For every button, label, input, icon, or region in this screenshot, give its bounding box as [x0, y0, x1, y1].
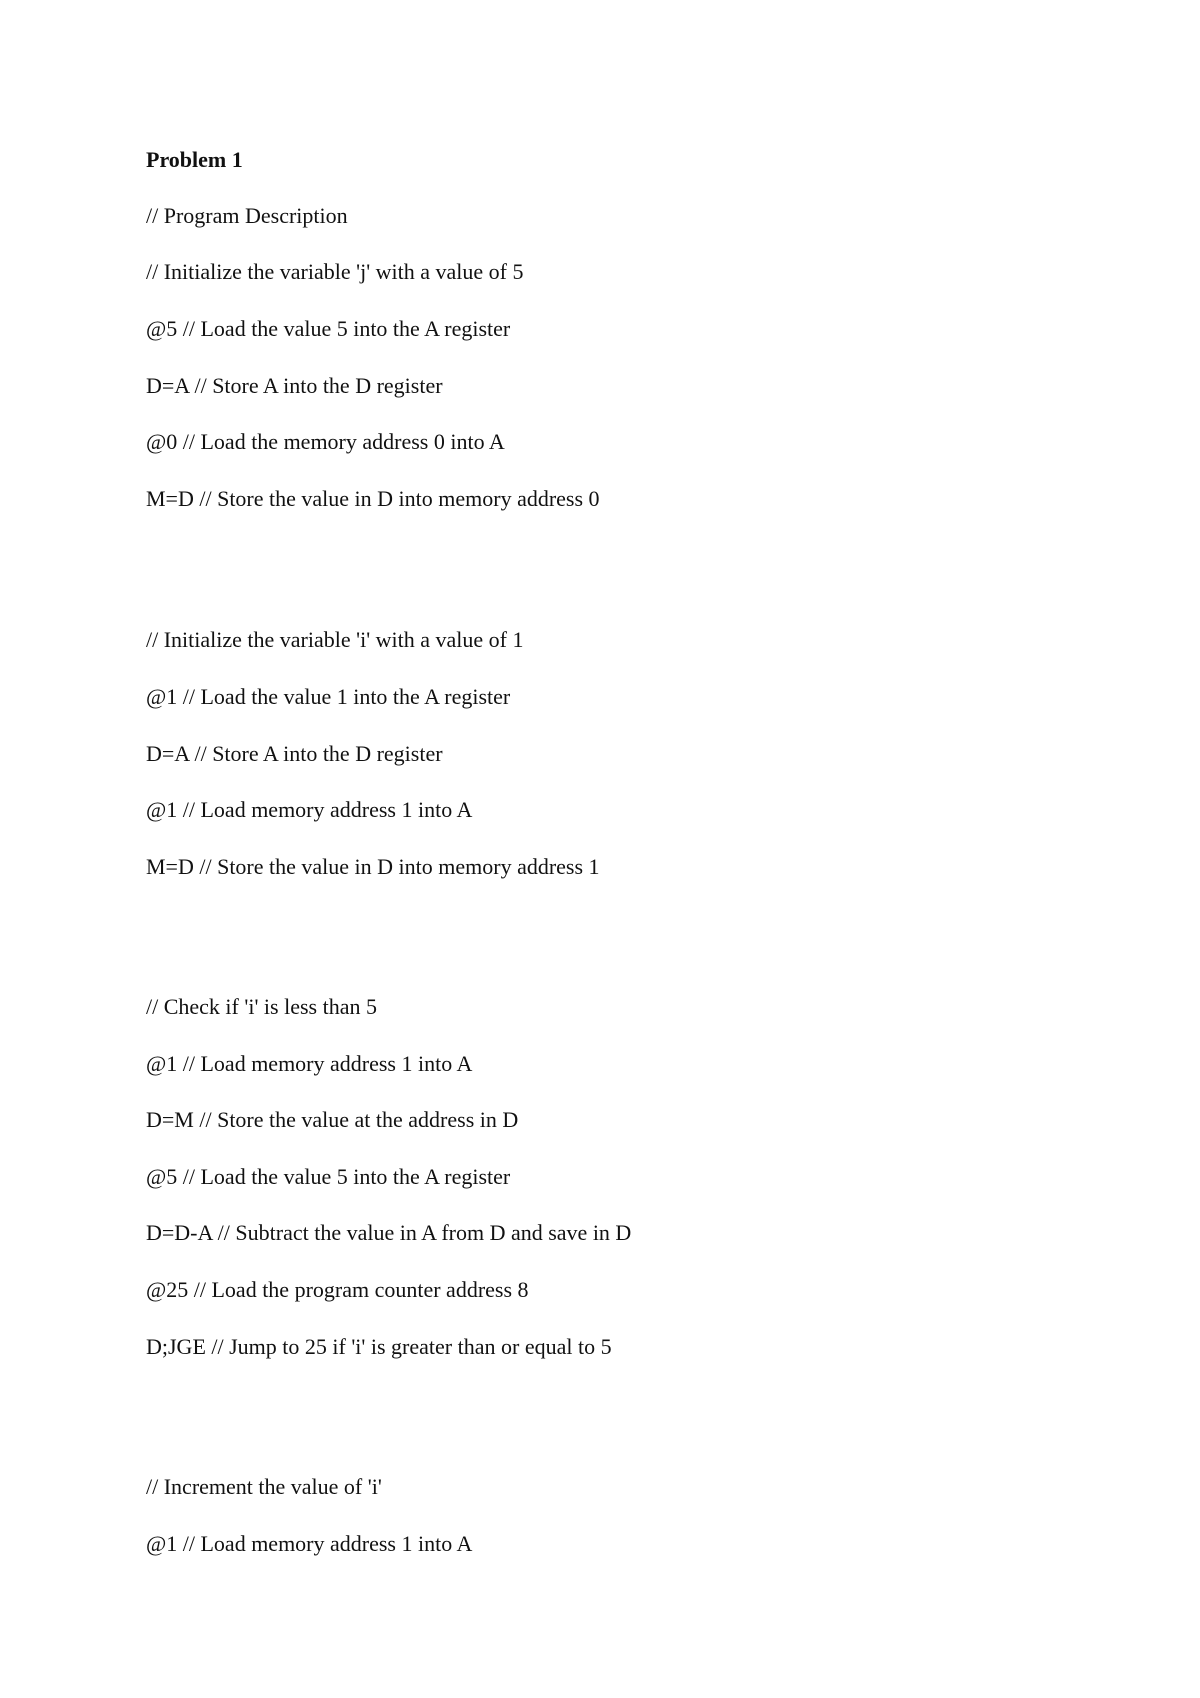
code-line: @0 // Load the memory address 0 into A — [146, 429, 505, 454]
code-line: @5 // Load the value 5 into the A register — [146, 316, 511, 341]
problem-title: Problem 1 — [146, 147, 243, 172]
code-line: @1 // Load memory address 1 into A — [146, 1051, 473, 1076]
code-line: M=D // Store the value in D into memory address 0 — [146, 486, 600, 511]
code-line: M=D // Store the value in D into memory address 1 — [146, 854, 600, 879]
code-line: D=A // Store A into the D register — [146, 373, 443, 398]
code-line: // Initialize the variable 'j' with a value of 5 — [146, 259, 524, 284]
code-line: // Program Description — [146, 203, 348, 228]
code-line: @25 // Load the program counter address 8 — [146, 1277, 529, 1302]
code-line: // Check if 'i' is less than 5 — [146, 994, 377, 1019]
code-line: D=A // Store A into the D register — [146, 741, 443, 766]
code-line: @1 // Load memory address 1 into A — [146, 797, 473, 822]
code-line: D;JGE // Jump to 25 if 'i' is greater than or equal to 5 — [146, 1334, 612, 1359]
code-line: D=M // Store the value at the address in D — [146, 1107, 519, 1132]
code-line: @1 // Load the value 1 into the A register — [146, 684, 511, 709]
code-line: @5 // Load the value 5 into the A register — [146, 1164, 511, 1189]
code-line: @1 // Load memory address 1 into A — [146, 1531, 473, 1556]
code-line: D=D-A // Subtract the value in A from D and save in D — [146, 1220, 632, 1245]
code-line: // Increment the value of 'i' — [146, 1474, 382, 1499]
code-line: // Initialize the variable 'i' with a value of 1 — [146, 627, 524, 652]
